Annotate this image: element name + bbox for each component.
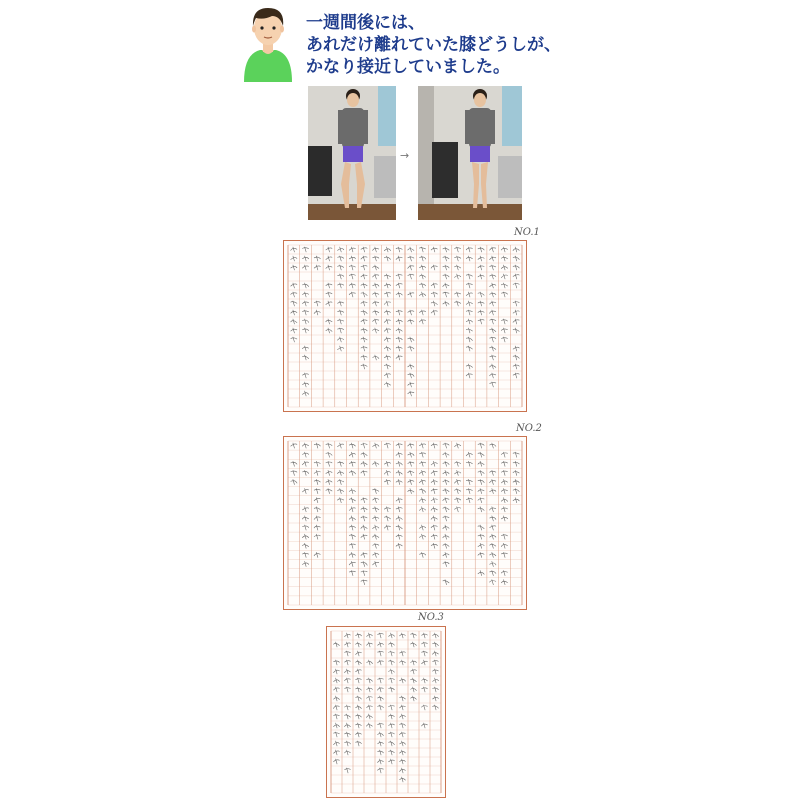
headline-line-2: あれだけ離れていた膝どうしが、 [306, 35, 561, 55]
manuscript-sheet-2 [283, 436, 527, 610]
before-photo [308, 86, 396, 220]
sheet-label-no3: NO.3 [418, 612, 444, 623]
arrow-icon: → [400, 149, 410, 162]
manuscript-sheet-3 [326, 626, 446, 798]
headline-line-3: かなり接近していました。 [306, 57, 510, 77]
sheet-label-no1: NO.1 [514, 227, 540, 238]
manuscript-sheet-1 [283, 240, 527, 412]
after-photo [418, 86, 522, 220]
sheet-label-no2: NO.2 [516, 423, 542, 434]
boy-avatar-icon [238, 4, 298, 82]
headline-line-1: 一週間後には、 [306, 13, 425, 33]
headline [306, 12, 606, 78]
